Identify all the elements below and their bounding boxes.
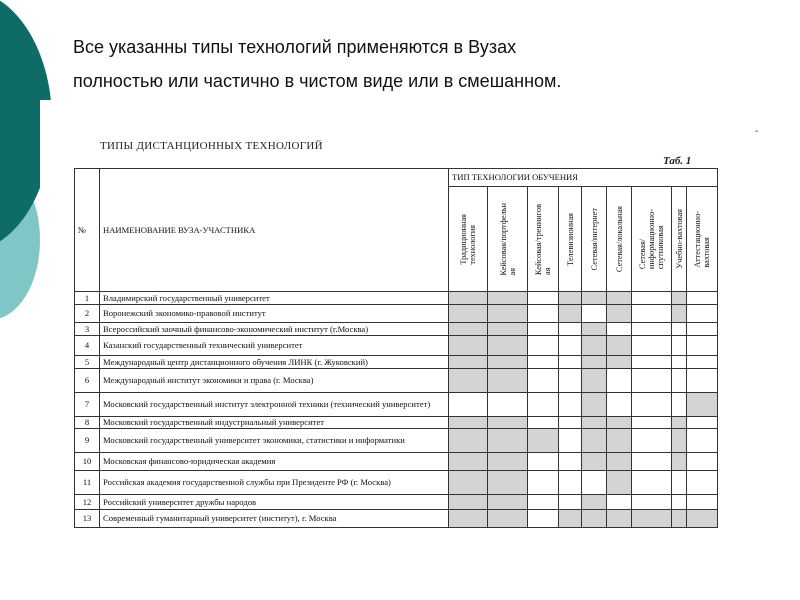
column-header	[488, 187, 528, 292]
technology-cell-used	[607, 356, 632, 369]
technology-cell-empty	[559, 429, 582, 453]
column-header-label: Традиционная технология	[459, 213, 477, 265]
slide-text-line-2: полностью или частично в чистом виде или в смешанном.	[73, 71, 562, 91]
institution-name: Московский государственный институт электронной техники (технический университет)	[100, 393, 449, 417]
row-number: 3	[75, 323, 100, 336]
column-header-label: Сетевая/ информационно- спутниковая	[638, 208, 665, 270]
technology-cell-used	[607, 305, 632, 323]
technology-cell-empty	[559, 393, 582, 417]
technology-cell-used	[449, 356, 488, 369]
technology-cell-empty	[559, 323, 582, 336]
technology-cell-used	[607, 336, 632, 356]
institution-name: Международный институт экономики и права (г. Москва)	[100, 369, 449, 393]
row-number: 7	[75, 393, 100, 417]
technology-cell-empty	[632, 393, 672, 417]
technology-cell-used	[582, 510, 607, 528]
technology-cell-empty	[488, 393, 528, 417]
technology-cell-empty	[528, 292, 559, 305]
row-number: 11	[75, 471, 100, 495]
technology-cell-used	[488, 369, 528, 393]
technology-cell-used	[632, 510, 672, 528]
technology-cell-empty	[559, 471, 582, 495]
stray-dash: -	[755, 126, 759, 137]
technology-cell-used	[607, 292, 632, 305]
technology-cell-used	[582, 356, 607, 369]
table-row	[75, 429, 718, 453]
row-number: 4	[75, 336, 100, 356]
table-row	[75, 356, 718, 369]
technology-cell-empty	[632, 292, 672, 305]
row-number: 13	[75, 510, 100, 528]
technology-cell-empty	[559, 356, 582, 369]
technology-cell-empty	[672, 336, 687, 356]
technology-cell-used	[582, 429, 607, 453]
technology-cell-used	[449, 453, 488, 471]
slide-text	[73, 30, 773, 98]
technology-cell-used	[488, 453, 528, 471]
technology-cell-used	[488, 305, 528, 323]
technology-cell-empty	[528, 393, 559, 417]
technology-cell-used	[672, 453, 687, 471]
technology-cell-empty	[559, 336, 582, 356]
technology-cell-empty	[632, 453, 672, 471]
technology-cell-empty	[528, 471, 559, 495]
table-caption: ТИПЫ ДИСТАНЦИОННЫХ ТЕХНОЛОГИЙ	[100, 140, 323, 152]
column-header	[687, 187, 718, 292]
technology-cell-empty	[672, 471, 687, 495]
technology-cell-empty	[687, 453, 718, 471]
technology-cell-used	[449, 336, 488, 356]
table-number-label: Таб. 1	[663, 155, 692, 167]
technology-cell-empty	[449, 393, 488, 417]
row-number: 10	[75, 453, 100, 471]
technology-cell-used	[488, 323, 528, 336]
technology-cell-used	[582, 292, 607, 305]
technology-cell-used	[672, 292, 687, 305]
technology-cell-used	[582, 453, 607, 471]
table-row	[75, 292, 718, 305]
row-number: 8	[75, 417, 100, 429]
column-header	[449, 187, 488, 292]
technology-cell-empty	[632, 369, 672, 393]
column-header-label: Учебно-вахтовая	[675, 209, 684, 269]
technology-cell-empty	[632, 336, 672, 356]
technology-cell-empty	[528, 323, 559, 336]
technology-cell-empty	[528, 336, 559, 356]
technology-cell-empty	[687, 323, 718, 336]
row-number: 1	[75, 292, 100, 305]
institution-name: Казанский государственный технический университет	[100, 336, 449, 356]
technology-cell-empty	[559, 417, 582, 429]
technology-cell-used	[582, 336, 607, 356]
institution-name: Московский государственный университет экономики, статистики и информатики	[100, 429, 449, 453]
technology-cell-empty	[632, 417, 672, 429]
column-header-label: Кейсовая/портфельн ая	[498, 202, 517, 276]
technology-cell-used	[559, 305, 582, 323]
technology-cell-empty	[687, 336, 718, 356]
technology-cell-empty	[528, 453, 559, 471]
technology-cell-used	[582, 495, 607, 510]
technology-cell-empty	[672, 369, 687, 393]
technology-cell-used	[582, 417, 607, 429]
technology-cell-used	[449, 323, 488, 336]
technology-cell-used	[488, 471, 528, 495]
technology-cell-empty	[632, 323, 672, 336]
technology-cell-empty	[582, 471, 607, 495]
table-group-header-row	[75, 169, 718, 187]
table-row	[75, 417, 718, 429]
institution-name: Московский государственный индустриальный университет	[100, 417, 449, 429]
technology-cell-empty	[687, 292, 718, 305]
row-number: 5	[75, 356, 100, 369]
technology-cell-empty	[687, 305, 718, 323]
technology-cell-empty	[559, 369, 582, 393]
table-row	[75, 471, 718, 495]
table-row	[75, 453, 718, 471]
technology-cell-used	[582, 369, 607, 393]
row-number: 6	[75, 369, 100, 393]
technology-cell-used	[582, 323, 607, 336]
table-row	[75, 305, 718, 323]
technology-cell-empty	[687, 417, 718, 429]
technology-cell-empty	[687, 356, 718, 369]
row-number: 12	[75, 495, 100, 510]
technology-cell-used	[449, 429, 488, 453]
technology-cell-used	[449, 471, 488, 495]
technology-cell-used	[528, 429, 559, 453]
row-number: 9	[75, 429, 100, 453]
technology-cell-used	[559, 292, 582, 305]
technology-cell-empty	[687, 429, 718, 453]
technology-cell-empty	[672, 495, 687, 510]
table-body	[75, 292, 718, 528]
technology-cell-empty	[687, 471, 718, 495]
technology-cell-empty	[528, 356, 559, 369]
institution-name: Московская финансово-юридическая академия	[100, 453, 449, 471]
table-row	[75, 495, 718, 510]
technology-cell-used	[488, 356, 528, 369]
technology-cell-used	[672, 305, 687, 323]
technology-cell-empty	[528, 510, 559, 528]
technology-cell-used	[672, 429, 687, 453]
table-row	[75, 510, 718, 528]
technology-cell-used	[449, 510, 488, 528]
technology-cell-empty	[607, 495, 632, 510]
technology-cell-empty	[632, 495, 672, 510]
column-header	[672, 187, 687, 292]
technology-cell-empty	[607, 369, 632, 393]
institution-name: Владимирский государственный университет	[100, 292, 449, 305]
technology-cell-used	[607, 417, 632, 429]
technology-cell-empty	[632, 305, 672, 323]
technology-cell-empty	[632, 429, 672, 453]
technology-cell-empty	[528, 495, 559, 510]
technology-cell-used	[449, 369, 488, 393]
technology-cell-used	[607, 429, 632, 453]
institution-name: Российская академия государственной службы при Президенте РФ (г. Москва)	[100, 471, 449, 495]
institution-name: Российский университет дружбы народов	[100, 495, 449, 510]
technology-cell-empty	[528, 369, 559, 393]
header-technology-type: ТИП ТЕХНОЛОГИИ ОБУЧЕНИЯ	[449, 169, 718, 187]
table-row	[75, 369, 718, 393]
institution-name: Воронежский экономико-правовой институт	[100, 305, 449, 323]
technology-cell-empty	[607, 323, 632, 336]
technology-cell-empty	[687, 369, 718, 393]
row-number: 2	[75, 305, 100, 323]
column-header-label: Кейсовая/тренингов ая	[534, 203, 552, 275]
institution-name: Современный гуманитарный университет (институт), г. Москва	[100, 510, 449, 528]
technology-cell-empty	[559, 453, 582, 471]
technology-cell-used	[488, 510, 528, 528]
technology-cell-empty	[672, 356, 687, 369]
column-header	[607, 187, 632, 292]
technology-cell-used	[672, 510, 687, 528]
technology-cell-used	[488, 336, 528, 356]
column-header-label: Телевизионная	[565, 212, 575, 266]
institution-name: Международный центр дистанционного обучения ЛИНК (г. Жуковский)	[100, 356, 449, 369]
technology-cell-used	[488, 417, 528, 429]
technology-cell-used	[687, 393, 718, 417]
technology-cell-empty	[672, 323, 687, 336]
technology-cell-used	[449, 495, 488, 510]
header-number: №	[75, 169, 100, 292]
technology-cell-used	[449, 292, 488, 305]
technology-cell-used	[607, 471, 632, 495]
technology-cell-used	[607, 453, 632, 471]
table-row	[75, 393, 718, 417]
technology-cell-used	[449, 417, 488, 429]
institution-name: Всероссийский заочный финансово-экономический институт (г.Москва)	[100, 323, 449, 336]
technology-cell-empty	[672, 393, 687, 417]
slide-text-line-1: Все указанны типы технологий применяются в Вузах	[73, 37, 517, 57]
technology-cell-used	[449, 305, 488, 323]
column-header-label: Сетевая/интернет	[589, 207, 599, 271]
technology-cell-empty	[632, 356, 672, 369]
table-row	[75, 336, 718, 356]
technology-cell-empty	[559, 495, 582, 510]
column-header	[582, 187, 607, 292]
technology-cell-used	[687, 510, 718, 528]
technology-cell-empty	[687, 495, 718, 510]
technology-cell-empty	[582, 305, 607, 323]
column-header-label: Аттестационно- вахтовая	[693, 210, 712, 268]
technology-cell-used	[672, 417, 687, 429]
header-institution-name: НАИМЕНОВАНИЕ ВУЗА-УЧАСТНИКА	[100, 169, 449, 292]
technology-cell-empty	[528, 417, 559, 429]
technology-cell-empty	[607, 393, 632, 417]
column-header	[559, 187, 582, 292]
technology-cell-used	[607, 510, 632, 528]
technology-cell-used	[559, 510, 582, 528]
technology-cell-empty	[632, 471, 672, 495]
technology-cell-empty	[528, 305, 559, 323]
technology-table	[74, 168, 718, 528]
technology-cell-used	[488, 292, 528, 305]
column-header-label: Сетевая/локальная	[614, 205, 624, 273]
technology-cell-used	[582, 393, 607, 417]
column-header	[528, 187, 559, 292]
column-header	[632, 187, 672, 292]
technology-cell-used	[488, 429, 528, 453]
table-row	[75, 323, 718, 336]
technology-cell-used	[488, 495, 528, 510]
